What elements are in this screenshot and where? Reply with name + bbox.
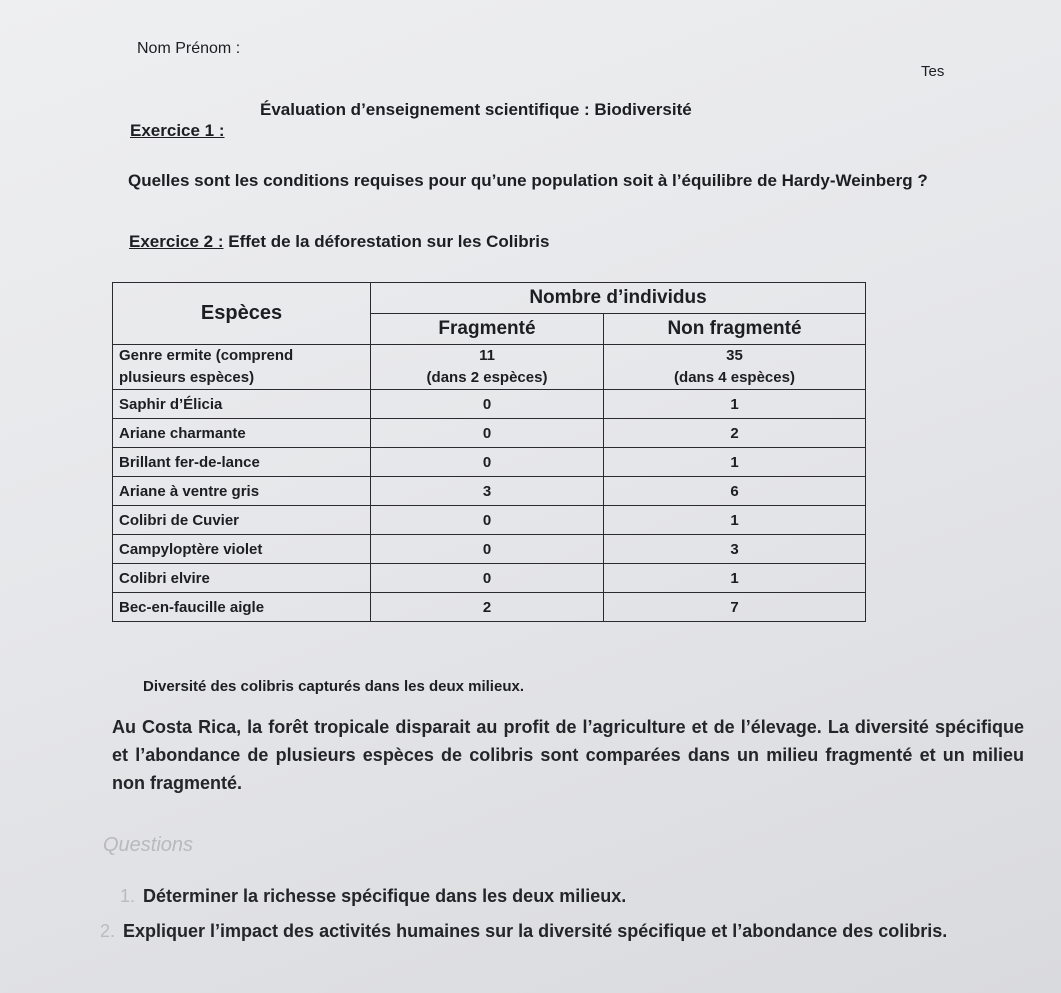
non-fragmented-cell: 7 [604,593,866,622]
non-fragmented-cell: 1 [604,448,866,477]
species-cell: Genre ermite (comprend plusieurs espèces) [113,345,371,390]
non-fragmented-value: 35 [726,347,743,364]
fragmented-cell: 0 [371,419,604,448]
species-cell: Campyloptère violet [113,535,371,564]
fragmented-cell: 0 [371,564,604,593]
species-cell: Brillant fer-de-lance [113,448,371,477]
exercise1-label-text: Exercice 1 : [130,121,225,140]
page-title: Évaluation d’enseignement scientifique : Biodiversité [260,100,692,119]
non-fragmented-cell [604,345,866,390]
question-text: Expliquer l’impact des activités humaines sur la diversité spécifique et l’abondance des colibris. [123,921,948,941]
table-row [113,448,866,477]
fragmented-cell: 0 [371,448,604,477]
non-fragmented-cell: 3 [604,535,866,564]
non-fragmented-cell: 1 [604,506,866,535]
questions-title: Questions [103,834,194,856]
species-cell: Saphir d’Élicia [113,390,371,419]
fragmented-header: Fragmenté [371,314,604,345]
non-fragmented-header: Non fragmenté [604,314,866,345]
colibri-table [112,282,866,622]
fragmented-cell: 2 [371,593,604,622]
count-header: Nombre d’individus [371,283,866,314]
question-text: Déterminer la richesse spécifique dans les deux milieux. [143,886,627,906]
non-fragmented-cell: 2 [604,419,866,448]
fragmented-cell [371,345,604,390]
table-row [113,593,866,622]
fragmented-cell: 0 [371,390,604,419]
non-fragmented-cell: 6 [604,477,866,506]
exercise2-heading [129,232,549,252]
fragmented-cell: 3 [371,477,604,506]
table-row [113,506,866,535]
table-row [113,419,866,448]
table-row [113,564,866,593]
non-fragmented-cell: 1 [604,564,866,593]
species-cell: Bec-en-faucille aigle [113,593,371,622]
table-row [113,345,866,390]
fragmented-note: (dans 2 espèces) [426,369,548,386]
question-item [120,886,626,907]
species-cell: Colibri de Cuvier [113,506,371,535]
fragmented-cell: 0 [371,506,604,535]
non-fragmented-note: (dans 4 espèces) [674,369,795,386]
class-label: Tes [921,63,945,80]
table-caption: Diversité des colibris capturés dans les deux milieux. [143,678,524,695]
non-fragmented-cell: 1 [604,390,866,419]
exercise2-title: Effet de la déforestation sur les Colibris [228,232,550,251]
species-cell: Colibri elvire [113,564,371,593]
fragmented-value: 11 [479,347,495,364]
name-label: Nom Prénom : [137,40,241,57]
exercise1-question: Quelles sont les conditions requises pour qu’une population soit à l’équilibre de Hardy-Weinberg ? [128,171,928,190]
species-cell: Ariane charmante [113,419,371,448]
question-number: 1. [120,886,136,906]
species-cell: Ariane à ventre gris [113,477,371,506]
fragmented-cell: 0 [371,535,604,564]
question-item [100,916,1000,946]
table-row [113,390,866,419]
context-paragraph: Au Costa Rica, la forêt tropicale disparait au profit de l’agriculture et de l’élevage. La diversité spécifique et l’abondance de plusieurs espèces de colibris sont comparées dans un milieu fragmenté et un milieu non fragmenté. [112,717,1024,793]
table-row [113,477,866,506]
exercise2-label: Exercice 2 : [129,232,224,251]
species-header: Espèces [113,283,371,345]
question-number: 2. [100,921,116,941]
exercise1-label [130,121,225,141]
table-row [113,535,866,564]
